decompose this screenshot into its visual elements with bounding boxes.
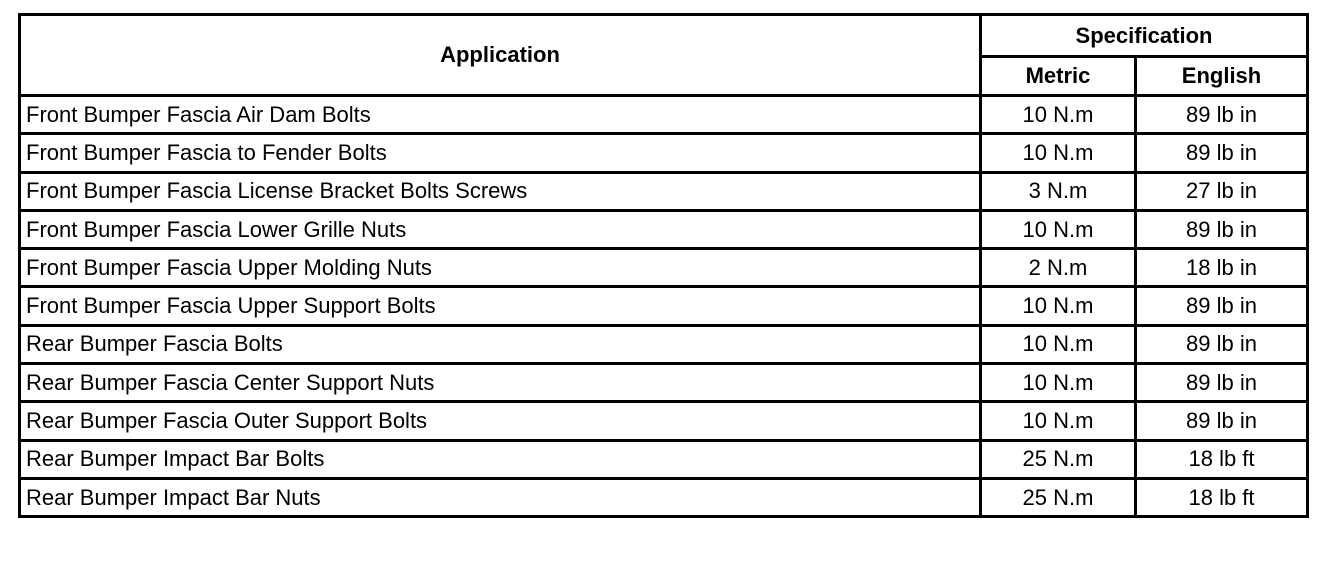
table-row	[20, 364, 1308, 402]
application-cell: Rear Bumper Impact Bar Nuts	[20, 478, 981, 516]
metric-cell: 25 N.m	[981, 440, 1136, 478]
metric-cell: 10 N.m	[981, 402, 1136, 440]
english-cell: 89 lb in	[1136, 325, 1308, 363]
table-row	[20, 287, 1308, 325]
application-cell: Rear Bumper Fascia Center Support Nuts	[20, 364, 981, 402]
table-row	[20, 210, 1308, 248]
metric-cell: 10 N.m	[981, 364, 1136, 402]
table-body	[20, 96, 1308, 517]
table-row	[20, 440, 1308, 478]
table-row	[20, 134, 1308, 172]
metric-cell: 3 N.m	[981, 172, 1136, 210]
metric-cell: 10 N.m	[981, 287, 1136, 325]
metric-cell: 25 N.m	[981, 478, 1136, 516]
table-header	[20, 15, 1308, 96]
english-cell: 89 lb in	[1136, 402, 1308, 440]
table-row	[20, 249, 1308, 287]
fastener-specification-table	[18, 13, 1309, 518]
english-cell: 89 lb in	[1136, 134, 1308, 172]
english-cell: 27 lb in	[1136, 172, 1308, 210]
metric-cell: 2 N.m	[981, 249, 1136, 287]
application-header: Application	[20, 15, 981, 96]
application-cell: Front Bumper Fascia Upper Support Bolts	[20, 287, 981, 325]
application-cell: Rear Bumper Fascia Outer Support Bolts	[20, 402, 981, 440]
metric-cell: 10 N.m	[981, 210, 1136, 248]
metric-header: Metric	[981, 57, 1136, 96]
application-cell: Front Bumper Fascia to Fender Bolts	[20, 134, 981, 172]
header-row-top	[20, 15, 1308, 57]
table-row	[20, 478, 1308, 516]
english-cell: 18 lb ft	[1136, 440, 1308, 478]
application-cell: Front Bumper Fascia License Bracket Bolts Screws	[20, 172, 981, 210]
english-cell: 18 lb ft	[1136, 478, 1308, 516]
application-cell: Front Bumper Fascia Lower Grille Nuts	[20, 210, 981, 248]
metric-cell: 10 N.m	[981, 134, 1136, 172]
table-row	[20, 172, 1308, 210]
english-cell: 18 lb in	[1136, 249, 1308, 287]
english-cell: 89 lb in	[1136, 287, 1308, 325]
english-cell: 89 lb in	[1136, 210, 1308, 248]
application-cell: Front Bumper Fascia Air Dam Bolts	[20, 96, 981, 134]
table-row	[20, 96, 1308, 134]
application-cell: Front Bumper Fascia Upper Molding Nuts	[20, 249, 981, 287]
english-cell: 89 lb in	[1136, 364, 1308, 402]
english-header: English	[1136, 57, 1308, 96]
table-row	[20, 402, 1308, 440]
application-cell: Rear Bumper Impact Bar Bolts	[20, 440, 981, 478]
english-cell: 89 lb in	[1136, 96, 1308, 134]
application-cell: Rear Bumper Fascia Bolts	[20, 325, 981, 363]
specification-header: Specification	[981, 15, 1308, 57]
metric-cell: 10 N.m	[981, 96, 1136, 134]
table-row	[20, 325, 1308, 363]
metric-cell: 10 N.m	[981, 325, 1136, 363]
